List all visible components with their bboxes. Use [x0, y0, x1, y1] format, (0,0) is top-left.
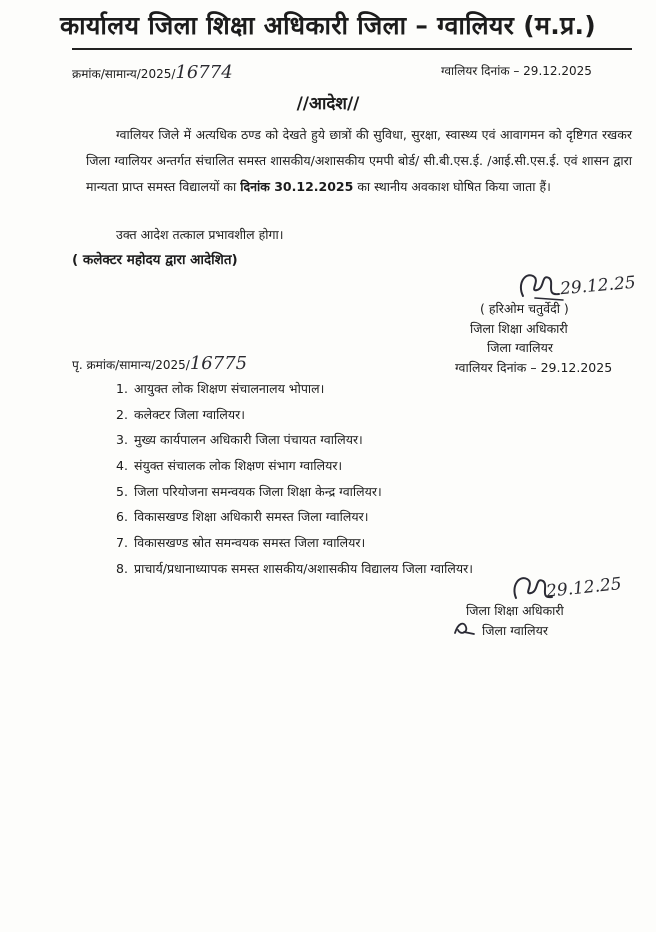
letterhead-rule — [72, 48, 632, 50]
order-heading: //आदेश// — [296, 94, 360, 114]
signature-2-district: जिला ग्वालियर — [482, 623, 548, 638]
signature-1-district: जिला ग्वालियर — [487, 340, 553, 355]
effect-statement: उक्त आदेश तत्काल प्रभावशील होगा। — [116, 227, 284, 242]
signature-1-designation: जिला शिक्षा अधिकारी — [470, 321, 568, 336]
office-letterhead-title: कार्यालय जिला शिक्षा अधिकारी जिला – ग्वालियर (म.प्र.) — [59, 11, 597, 40]
signature-2-designation: जिला शिक्षा अधिकारी — [466, 603, 564, 618]
order-date: ग्वालियर दिनांक – 29.12.2025 — [441, 64, 592, 78]
list-item: 6. विकासखण्ड शिक्षा अधिकारी समस्त जिला ग्वालियर। — [116, 509, 369, 525]
order-body-ending: का स्थानीय अवकाश घोषित किया जाता हैं। — [357, 179, 551, 194]
order-reference — [72, 62, 233, 83]
list-item: 4. संयुक्त संचालक लोक शिक्षण संभाग ग्वालियर। — [116, 458, 343, 474]
officer-name: ( हरिओम चतुर्वेदी ) — [480, 301, 569, 316]
list-item: 2. कलेक्टर जिला ग्वालियर। — [116, 406, 245, 422]
list-item: 8. प्राचार्य/प्रधानाध्यापक समस्त शासकीय/अशासकीय विद्यालय जिला ग्वालियर। — [116, 560, 473, 576]
initials-mark — [452, 618, 476, 638]
order-body — [86, 122, 632, 200]
list-item: 3. मुख्य कार्यपालन अधिकारी जिला पंचायत ग्वालियर। — [116, 432, 363, 448]
list-item: 7. विकासखण्ड स्रोत समन्वयक समस्त जिला ग्वालियर। — [116, 535, 366, 551]
endorsement-reference — [72, 353, 247, 374]
signature-1-date-line: ग्वालियर दिनांक – 29.12.2025 — [455, 360, 613, 375]
endorsement-ref-prefix: पृ. क्रमांक/सामान्य/2025/ — [72, 358, 190, 372]
endorsement-ref-number: 16775 — [189, 353, 248, 374]
list-item: 5. जिला परियोजना समन्वयक जिला शिक्षा केन्द्र ग्वालियर। — [116, 483, 382, 499]
order-body-text: ग्वालियर जिले में अत्यधिक ठण्ड को देखते हुये छात्रों की सुविधा, सुरक्षा, स्वास्थ्य एवं आवागमन को दृष्टिगत रखकर जिला ग्वालियर अन्तर्गत संचालित समस्त शासकीय/अशासकीय एमपी बोर्ड/ सी.बी.एस.ई. /आई.सी.एस.ई. एवं शासन द्वारा मान्यता प्राप्त समस्त विद्यालयों का — [86, 127, 632, 194]
signature-2-handwritten-date: 29.12.25 — [545, 574, 623, 602]
order-ref-prefix: क्रमांक/सामान्य/2025/ — [72, 67, 176, 81]
collector-order-note: ( कलेक्टर महोदय द्वारा आदेशित) — [72, 252, 238, 268]
recipient-list — [116, 376, 473, 582]
order-ref-number: 16774 — [175, 62, 233, 83]
holiday-date: दिनांक 30.12.2025 — [240, 179, 354, 194]
signature-1-handwritten-date: 29.12.25 — [559, 272, 637, 300]
list-item: 1. आयुक्त लोक शिक्षण संचालनालय भोपाल। — [116, 381, 325, 396]
